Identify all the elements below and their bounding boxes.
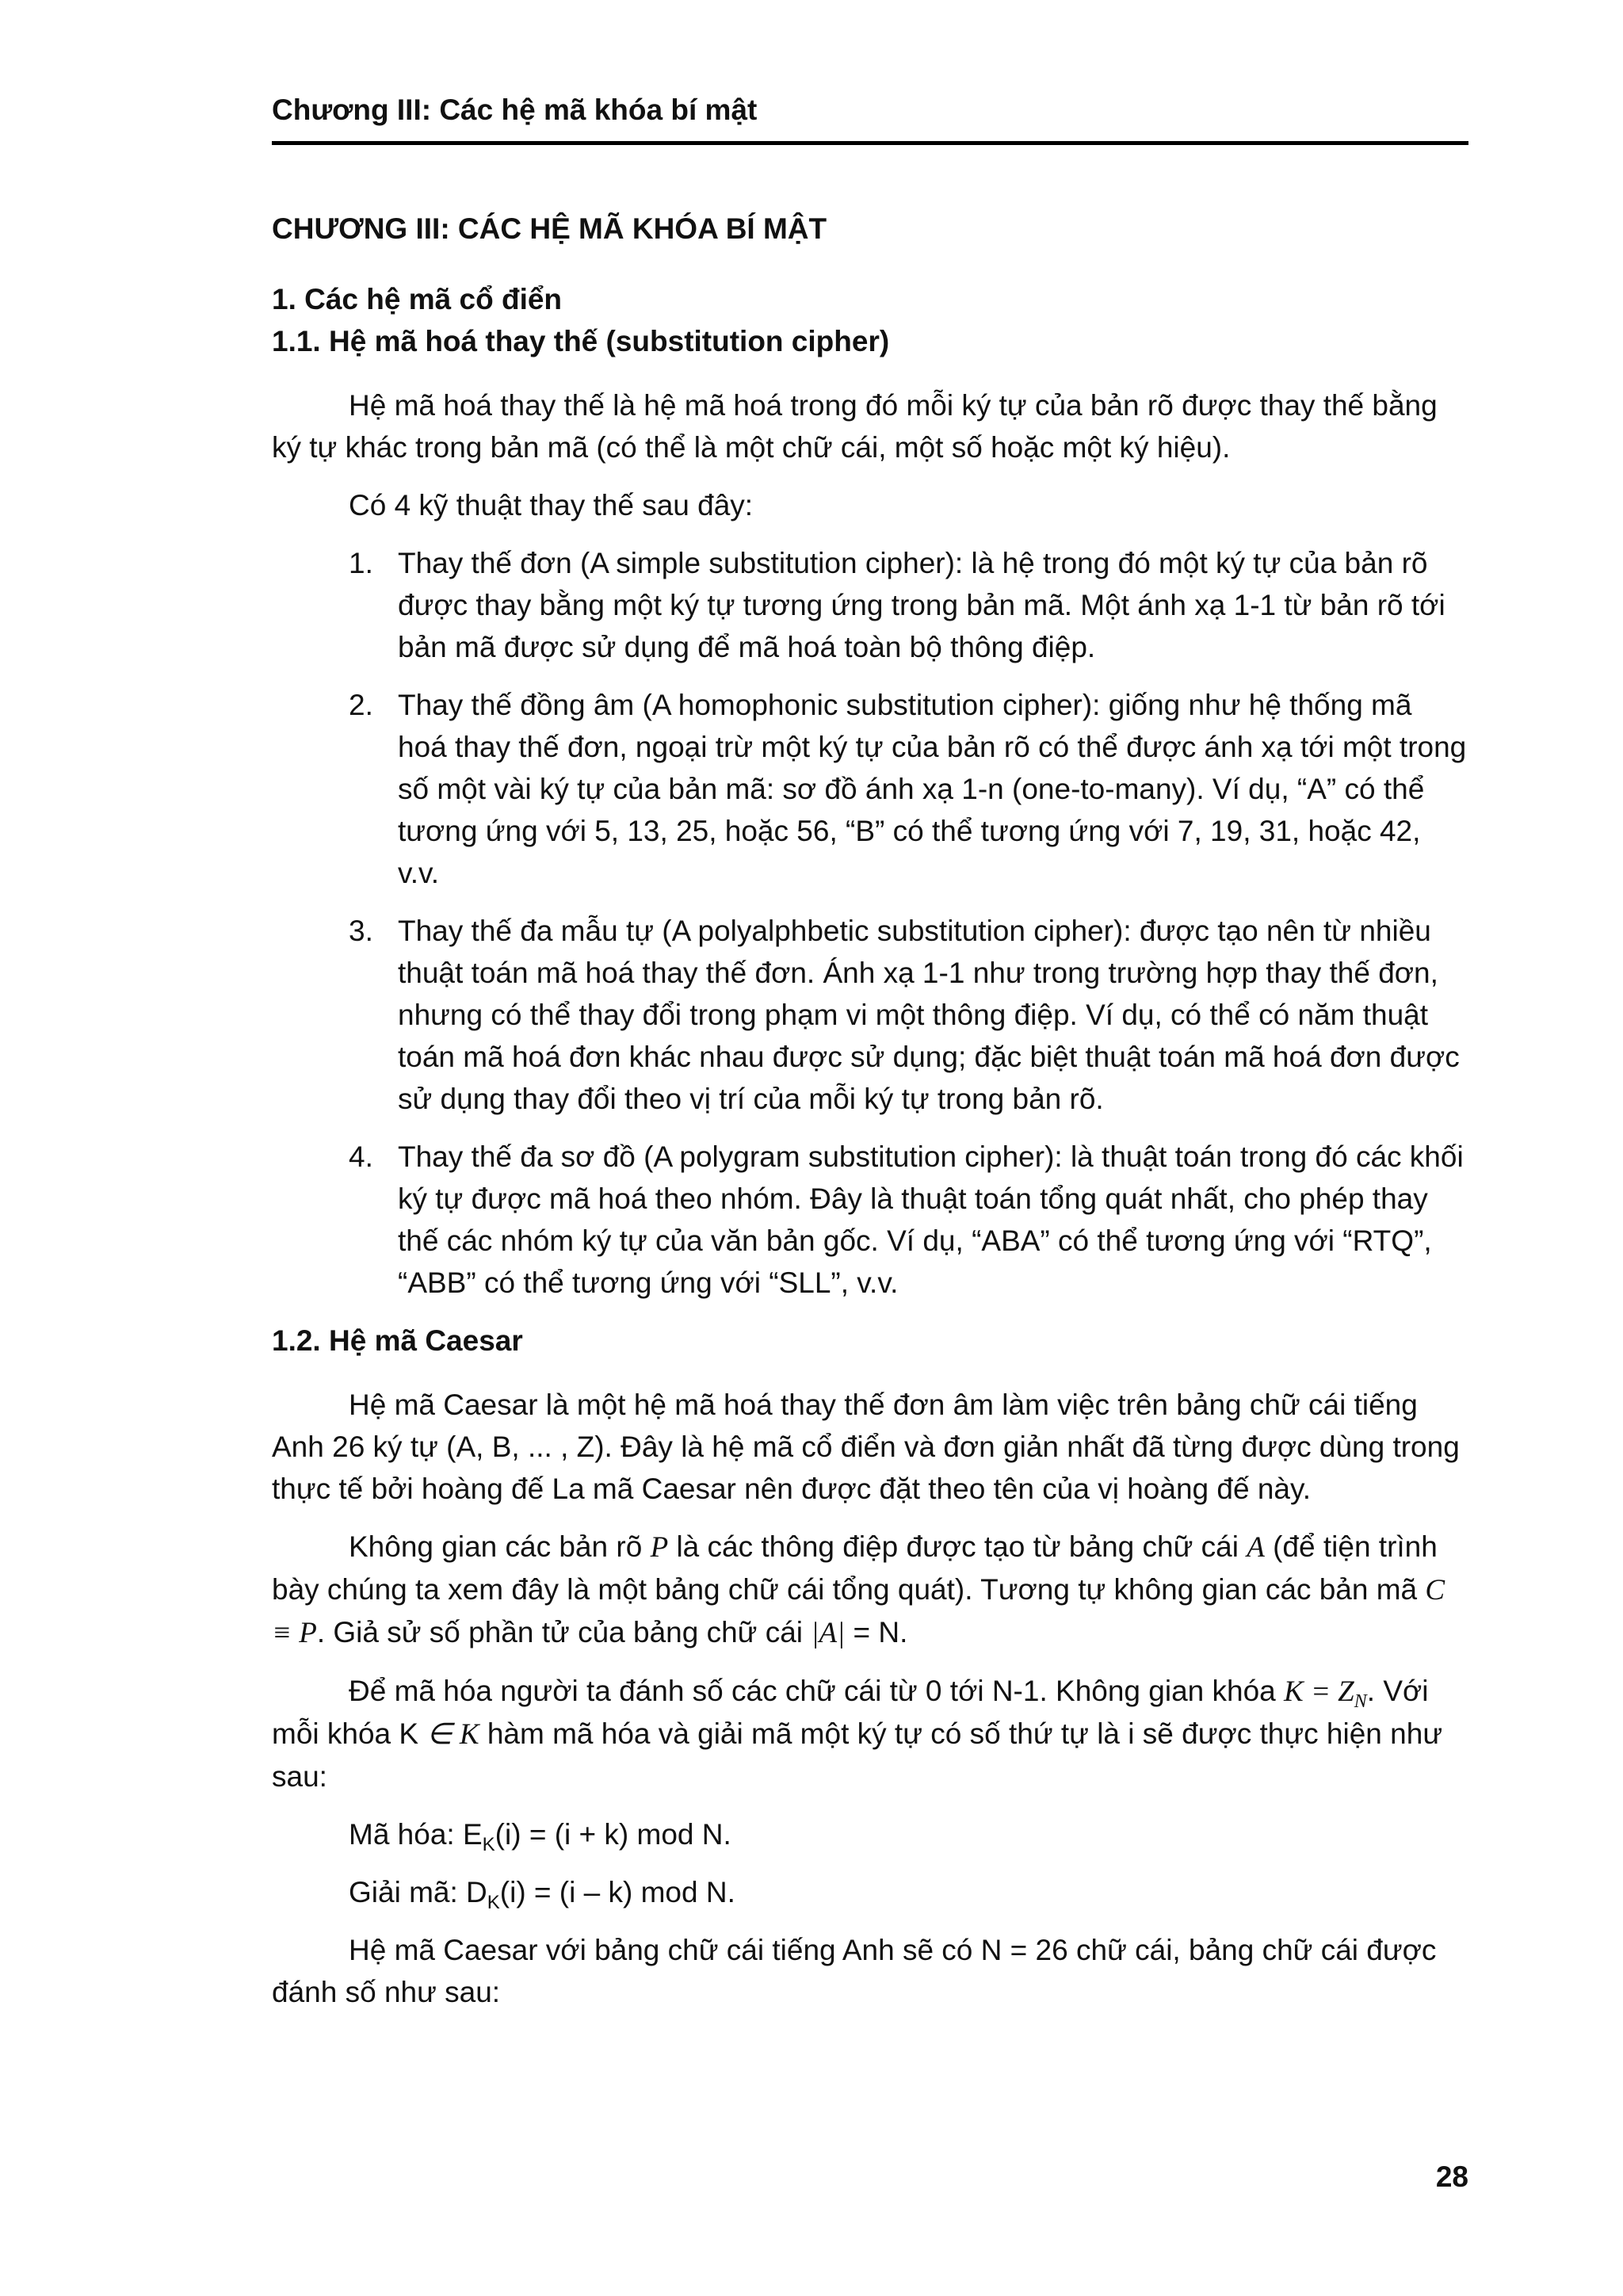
text-run: . Giả sử số phần tử của bảng chữ cái — [316, 1616, 812, 1648]
math-P: P — [650, 1531, 669, 1564]
list-item — [349, 1136, 1468, 1304]
formula-encryption — [272, 1813, 1468, 1855]
math-subscript-N: N — [1354, 1691, 1367, 1712]
list-item-text: Thay thế đơn (A simple substitution cipher): là hệ trong đó một ký tự của bản rõ được thay bằng một ký tự tương ứng trong bản mã. Một ánh xạ 1-1 từ bản rõ tới bản mã được sử dụng để mã hoá toàn bộ thông điệp. — [398, 547, 1445, 663]
math-abs-A: |A| — [811, 1617, 846, 1649]
math-A: A — [1247, 1531, 1265, 1564]
substitution-techniques-list — [349, 542, 1468, 1304]
text-run: Giải mã: D — [349, 1876, 487, 1908]
page-number: 28 — [1435, 2160, 1468, 2193]
text-run: Mã hóa: E — [349, 1818, 483, 1851]
text-run: (i) = (i + k) mod N. — [495, 1818, 731, 1851]
text-run: = N. — [845, 1616, 908, 1648]
text-run: Không gian các bản rõ — [349, 1530, 651, 1563]
list-item-number: 1. — [349, 547, 373, 579]
list-item — [349, 684, 1468, 894]
page-content — [272, 208, 1468, 2029]
paragraph-caesar-intro: Hệ mã Caesar là một hệ mã hoá thay thế đơn âm làm việc trên bảng chữ cái tiếng Anh 26 ký tự (A, B, ... , Z). Đây là hệ mã cổ điển và đơn giản nhất đã từng được dùng trong thực tế bởi hoàng đế La mã Caesar nên được đặt theo tên của vị hoàng đế này. — [272, 1389, 1460, 1505]
chapter-title: CHƯƠNG III: CÁC HỆ MÃ KHÓA BÍ MẬT — [272, 212, 827, 245]
math-in-K: ∈ K — [426, 1718, 479, 1751]
subscript-K: K — [487, 1892, 500, 1913]
math-K-equals-Z: K = Z — [1284, 1675, 1354, 1708]
section-heading-1-2: 1.2. Hệ mã Caesar — [272, 1324, 523, 1357]
list-item-text: Thay thế đa mẫu tự (A polyalphbetic substitution cipher): được tạo nên từ nhiều thuật toán mã hoá thay thế đơn. Ánh xạ 1-1 như trong trường hợp thay thế đơn, nhưng có thể thay đổi trong phạm vi một thông điệp. Ví dụ, có thể có năm thuật toán mã hoá đơn khác nhau được sử dụng; đặc biệt thuật toán mã hoá đơn được sử dụng thay đổi theo vị trí của mỗi ký tự trong bản rõ. — [398, 915, 1460, 1115]
list-item-text: Thay thế đồng âm (A homophonic substitution cipher): giống như hệ thống mã hoá thay thế đơn, ngoại trừ một ký tự của bản rõ có thể được ánh xạ tới một trong số một vài ký tự của bản mã: sơ đồ ánh xạ 1-n (one-to-many). Ví dụ, “A” có thể tương ứng với 5, 13, 25, hoặc 56, “B” có thể tương ứng với 7, 19, 31, hoặc 42, v.v. — [398, 689, 1467, 889]
list-item-number: 2. — [349, 689, 373, 721]
text-run: (i) = (i – k) mod N. — [499, 1876, 735, 1908]
section-heading-1-1: 1.1. Hệ mã hoá thay thế (substitution cipher) — [272, 325, 890, 357]
list-item-number: 4. — [349, 1140, 373, 1173]
running-header: Chương III: Các hệ mã khóa bí mật — [272, 94, 758, 126]
text-run: hàm mã hóa và giải mã một ký tự có số thứ tự là i sẽ được thực hiện như sau: — [272, 1717, 1443, 1793]
paragraph-techniques-lead: Có 4 kỹ thuật thay thế sau đây: — [349, 489, 754, 521]
list-item — [349, 542, 1468, 668]
paragraph-substitution-intro: Hệ mã hoá thay thế là hệ mã hoá trong đó mỗi ký tự của bản rõ được thay thế bằng ký tự khác trong bản mã (có thể là một chữ cái, một số hoặc một ký hiệu). — [272, 389, 1438, 464]
list-item-number: 3. — [349, 915, 373, 947]
paragraph-key-space — [272, 1670, 1468, 1797]
text-run: là các thông điệp được tạo từ bảng chữ cái — [668, 1530, 1247, 1563]
paragraph-plaintext-space — [272, 1526, 1468, 1654]
subscript-K: K — [482, 1834, 495, 1855]
paragraph-caesar-alphabet: Hệ mã Caesar với bảng chữ cái tiếng Anh sẽ có N = 26 chữ cái, bảng chữ cái được đánh số như sau: — [272, 1934, 1437, 2008]
text-run: . Với mỗi khóa K — [272, 1675, 1429, 1750]
math-C-equiv-P: C ≡ P — [272, 1574, 1445, 1649]
section-heading-1: 1. Các hệ mã cổ điển — [272, 283, 563, 315]
text-run: (để tiện trình bày chúng ta xem đây là một bảng chữ cái tổng quát). Tương tự không gian các bản mã — [272, 1530, 1438, 1606]
formula-decryption — [272, 1871, 1468, 1913]
text-run: Để mã hóa người ta đánh số các chữ cái từ 0 tới N-1. Không gian khóa — [349, 1675, 1285, 1707]
header-rule — [272, 141, 1468, 145]
list-item-text: Thay thế đa sơ đồ (A polygram substitution cipher): là thuật toán trong đó các khối ký tự được mã hoá theo nhóm. Đây là thuật toán tổng quát nhất, cho phép thay thế các nhóm ký tự của văn bản gốc. Ví dụ, “ABA” có thể tương ứng với “RTQ”, “ABB” có thể tương ứng với “SLL”, v.v. — [398, 1140, 1464, 1299]
list-item — [349, 910, 1468, 1120]
